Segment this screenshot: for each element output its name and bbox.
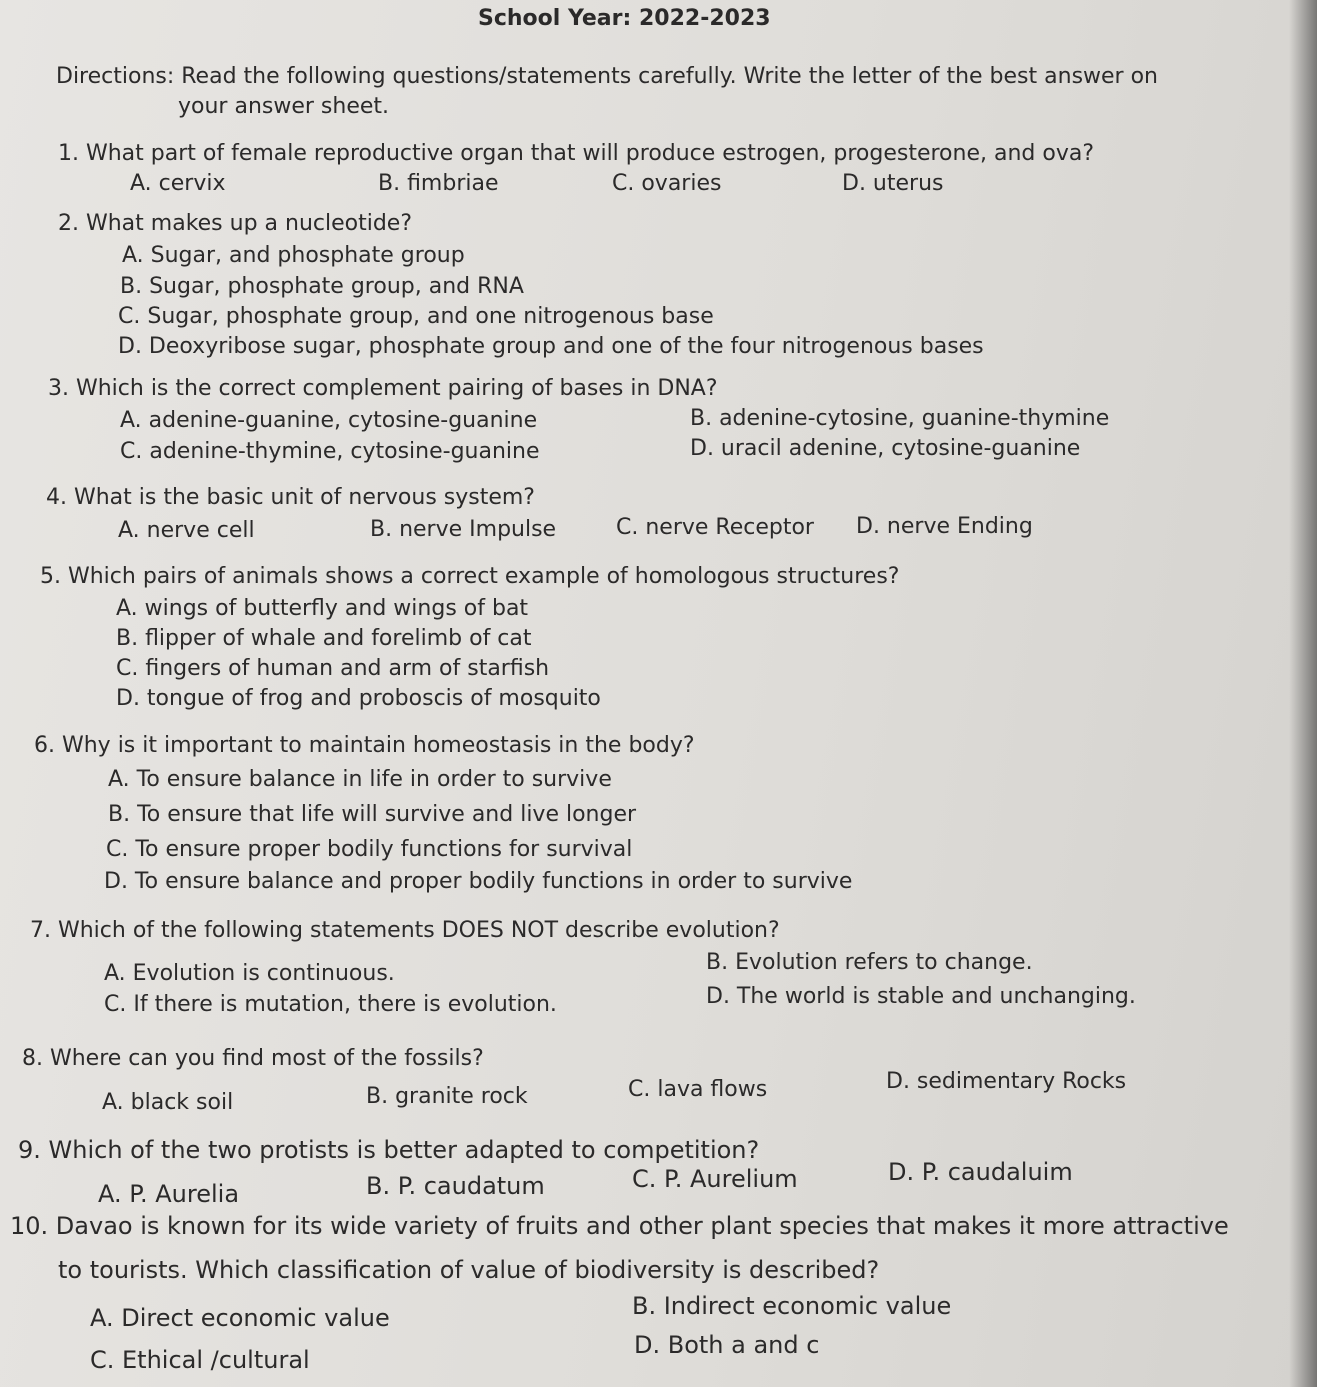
question-4-stem: 4. What is the basic unit of nervous system? (46, 485, 535, 510)
question-1-option-d: D. uterus (842, 171, 944, 196)
question-2-option-a: A. Sugar, and phosphate group (122, 243, 465, 268)
question-8-stem: 8. Where can you find most of the fossils? (22, 1046, 484, 1071)
question-7-stem: 7. Which of the following statements DOES NOT describe evolution? (30, 918, 780, 943)
question-3-option-d: D. uracil adenine, cytosine-guanine (690, 436, 1081, 461)
directions-line-2: your answer sheet. (178, 94, 390, 119)
question-7-option-c: C. If there is mutation, there is evolution. (104, 992, 557, 1017)
question-7-option-a: A. Evolution is continuous. (104, 961, 395, 986)
question-10-option-c: C. Ethical /cultural (90, 1346, 310, 1374)
question-10-option-b: B. Indirect economic value (632, 1292, 952, 1320)
question-8-option-a: A. black soil (102, 1090, 234, 1115)
question-1-option-b: B. fimbriae (378, 171, 499, 196)
question-10-stem-line-2: to tourists. Which classification of value of biodiversity is described? (58, 1256, 880, 1284)
school-year-heading: School Year: 2022-2023 (478, 6, 771, 31)
question-2-option-d: D. Deoxyribose sugar, phosphate group and one of the four nitrogenous bases (118, 334, 984, 359)
question-3-option-a: A. adenine-guanine, cytosine-guanine (120, 408, 538, 433)
question-10-option-a: A. Direct economic value (90, 1304, 390, 1332)
question-8-option-b: B. granite rock (366, 1084, 528, 1109)
question-6-option-b: B. To ensure that life will survive and live longer (108, 802, 637, 827)
question-4-option-b: B. nerve Impulse (370, 517, 557, 542)
question-4-option-d: D. nerve Ending (856, 514, 1033, 539)
question-5-option-d: D. tongue of frog and proboscis of mosquito (116, 686, 601, 711)
page-edge-shadow (1289, 0, 1317, 1387)
question-7-option-d: D. The world is stable and unchanging. (706, 984, 1136, 1009)
question-4-option-c: C. nerve Receptor (616, 515, 814, 540)
question-5-option-c: C. fingers of human and arm of starfish (116, 656, 550, 681)
question-8-option-c: C. lava flows (628, 1077, 768, 1102)
question-3-stem: 3. Which is the correct complement pairing of bases in DNA? (48, 376, 718, 401)
question-9-option-c: C. P. Aurelium (632, 1165, 798, 1193)
question-1-stem: 1. What part of female reproductive organ that will produce estrogen, progesterone, and ova? (58, 141, 1094, 166)
question-9-option-d: D. P. caudaluim (888, 1158, 1073, 1186)
question-2-option-b: B. Sugar, phosphate group, and RNA (120, 274, 524, 299)
question-5-stem: 5. Which pairs of animals shows a correct example of homologous structures? (40, 564, 900, 589)
question-10-stem-line-1: 10. Davao is known for its wide variety of fruits and other plant species that makes it more attractive (10, 1212, 1229, 1240)
question-1-option-c: C. ovaries (612, 171, 722, 196)
question-5-option-a: A. wings of butterfly and wings of bat (116, 596, 529, 621)
question-9-stem: 9. Which of the two protists is better adapted to competition? (18, 1136, 760, 1164)
question-7-option-b: B. Evolution refers to change. (706, 950, 1033, 975)
question-10-option-d: D. Both a and c (634, 1331, 820, 1359)
question-9-option-a: A. P. Aurelia (98, 1180, 240, 1208)
question-5-option-b: B. flipper of whale and forelimb of cat (116, 626, 532, 651)
question-6-option-c: C. To ensure proper bodily functions for survival (106, 837, 633, 862)
question-9-option-b: B. P. caudatum (366, 1172, 545, 1200)
question-3-option-b: B. adenine-cytosine, guanine-thymine (690, 406, 1110, 431)
question-4-option-a: A. nerve cell (118, 518, 255, 543)
question-6-option-d: D. To ensure balance and proper bodily functions in order to survive (104, 869, 853, 894)
question-2-stem: 2. What makes up a nucleotide? (58, 211, 413, 236)
question-6-option-a: A. To ensure balance in life in order to survive (108, 767, 612, 792)
question-2-option-c: C. Sugar, phosphate group, and one nitrogenous base (118, 304, 714, 329)
directions-line-1: Directions: Read the following questions/statements carefully. Write the letter of the best answer on (56, 64, 1158, 89)
question-3-option-c: C. adenine-thymine, cytosine-guanine (120, 439, 540, 464)
question-1-option-a: A. cervix (130, 171, 226, 196)
question-8-option-d: D. sedimentary Rocks (886, 1069, 1127, 1094)
question-6-stem: 6. Why is it important to maintain homeostasis in the body? (34, 733, 695, 758)
